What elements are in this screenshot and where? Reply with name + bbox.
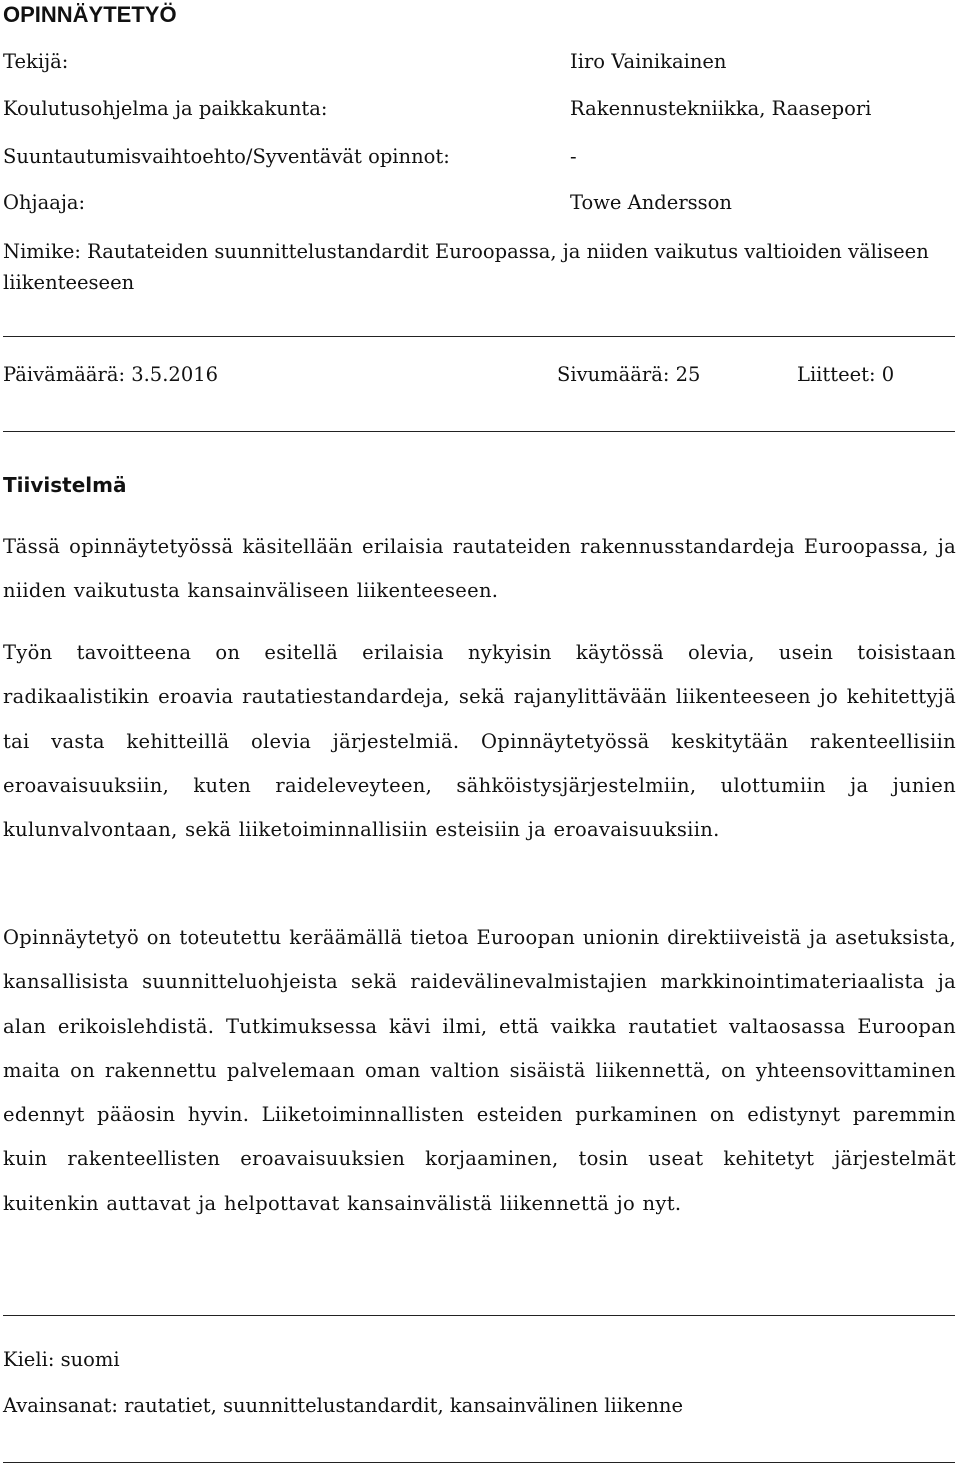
abstract-paragraph-2: Työn tavoitteena on esitellä erilaisia nykyisin käytössä olevia, usein toisistaan radikaalistikin eroavia rautatiestandardeja, sekä rajanylittävään liikenteeseen jo kehitettyjä tai vasta kehitteillä olevia järjestelmiä. Opinnäytetyössä keskitytään rakenteellisiin eroavaisuuksiin, kuten raideleveyteen, sähköistysjärjestelmiin, ulottumiin ja junien kulunvalvontaan, sekä liiketoiminnallisiin esteisiin ja eroavaisuuksiin.: [3, 641, 956, 842]
document-title: OPINNÄYTETYÖ: [3, 2, 177, 27]
abstract-paragraph-1: Tässä opinnäytetyössä käsitellään erilaisia rautateiden rakennusstandardeja Euroopassa, ja niiden vaikutusta kansainväliseen liikenteeseen.: [3, 535, 956, 603]
language-field: Kieli: suomi: [3, 1348, 120, 1371]
author-value: Iiro Vainikainen: [570, 50, 727, 73]
supervisor-label: Ohjaaja:: [3, 191, 86, 214]
supervisor-value: Towe Andersson: [570, 191, 732, 214]
abstract-heading: Tiivistelmä: [3, 473, 127, 497]
abstract-paragraph-3: Opinnäytetyö on toteutettu keräämällä tietoa Euroopan unionin direktiiveistä ja asetuksista, kansallisista suunnitteluohjeista sekä raidevälinevalmistajien markkinointimateriaalista ja alan erikoislehdistä. Tutkimuksessa kävi ilmi, että vaikka rautatiet valtaosassa Euroopan maita on rakennettu palvelemaan oman valtion sisäistä liikennettä, on yhteensovittaminen edennyt pääosin hyvin. Liiketoiminnallisten esteiden purkaminen on edistynyt paremmin kuin rakenteellisten eroavaisuuksien korjaaminen, tosin useat kehitetyt järjestelmät kuitenkin auttavat ja helpottavat kansainvälistä liikennettä jo nyt.: [3, 926, 956, 1215]
page-count-field: Sivumäärä: 25: [557, 363, 701, 386]
program-label: Koulutusohjelma ja paikkakunta:: [3, 97, 328, 120]
keywords-field: Avainsanat: rautatiet, suunnittelustandardit, kansainvälinen liikenne: [3, 1394, 683, 1417]
date-field: Päivämäärä: 3.5.2016: [3, 363, 219, 386]
divider: [3, 336, 955, 337]
divider: [3, 1315, 955, 1316]
appendices-field: Liitteet: 0: [797, 363, 895, 386]
divider: [3, 1462, 955, 1463]
thesis-title: Nimike: Rautateiden suunnittelustandardit Euroopassa, ja niiden vaikutus valtioiden väliseen liikenteeseen: [3, 240, 929, 294]
program-value: Rakennustekniikka, Raasepori: [570, 97, 872, 120]
specialization-value: -: [570, 145, 577, 168]
author-label: Tekijä:: [3, 50, 69, 73]
specialization-label: Suuntautumisvaihtoehto/Syventävät opinnot:: [3, 145, 450, 168]
divider: [3, 431, 955, 432]
